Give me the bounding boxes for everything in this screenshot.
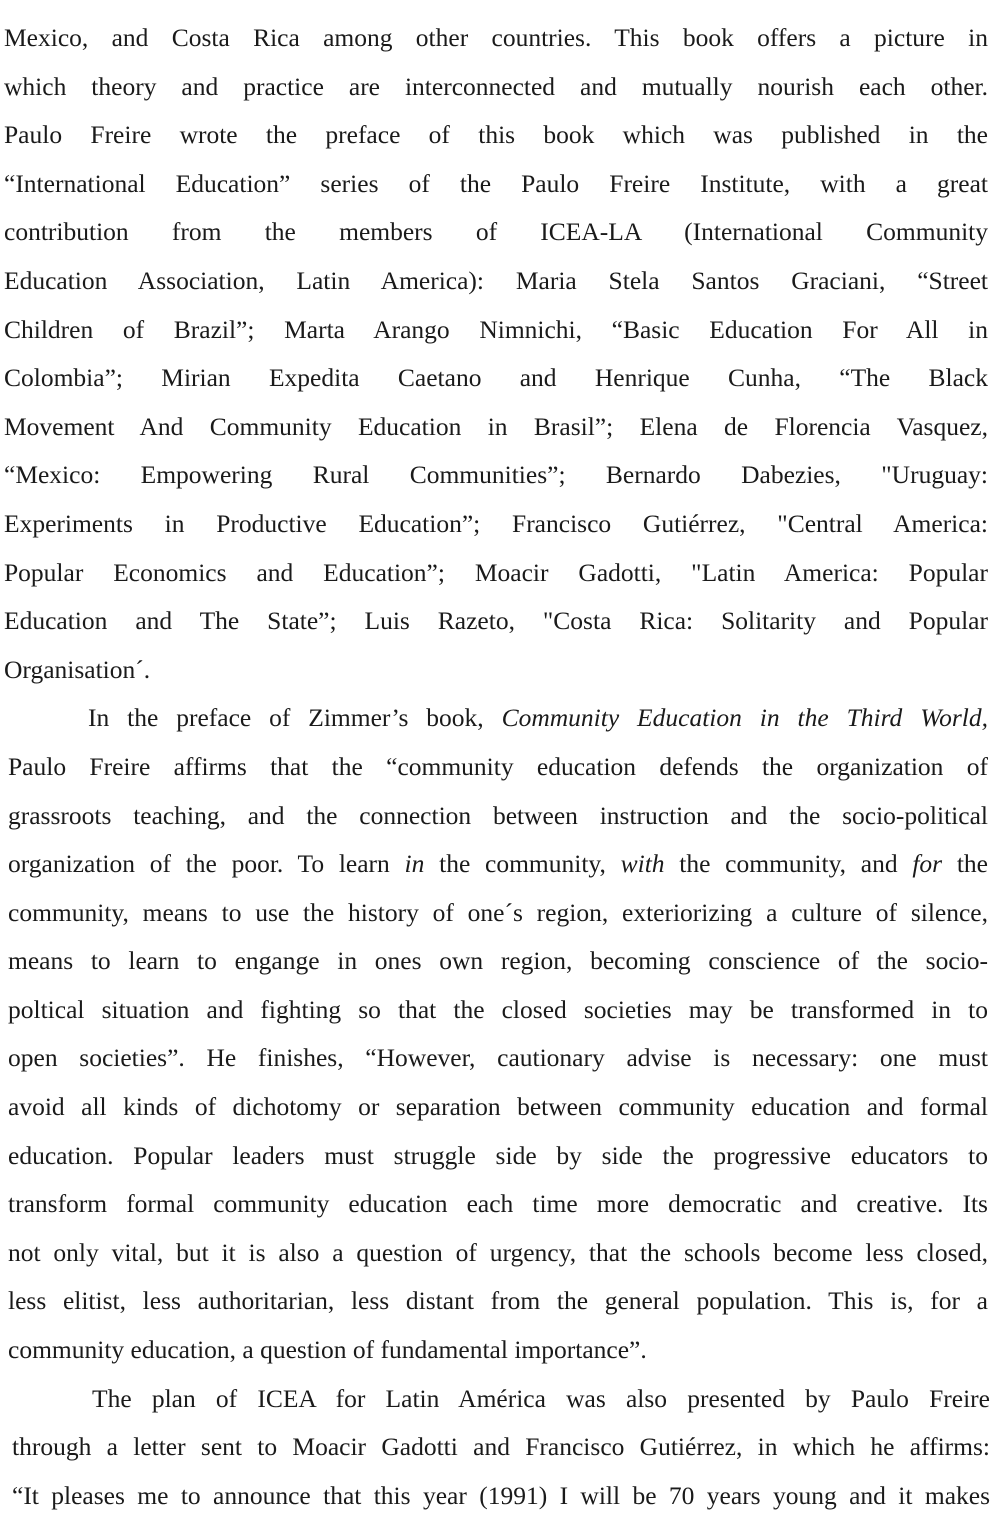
text-line: The plan of ICEA for Latin América was also presented by Paulo Freire [92,1383,990,1413]
text-line: contribution from the members of ICEA-LA (International Community [4,217,988,247]
text-line: through a letter sent to Moacir Gadotti and Francisco Gutiérrez, in which he affirms: [12,1432,990,1462]
text-line: transform formal community education each time more democratic and creative. Its [8,1189,988,1219]
text-line [8,694,988,743]
paragraph-1 [4,14,988,694]
text-line: which theory and practice are interconnected and mutually nourish each other. [4,71,988,101]
text-line: Experiments in Productive Education”; Francisco Gutiérrez, "Central America: [4,508,988,538]
text-run: the community, [424,849,621,879]
text-line: Children of Brazil”; Marta Arango Nimnichi, “Basic Education For All in [4,314,988,344]
text-line: Popular Economics and Education”; Moacir Gadotti, "Latin America: Popular [4,557,988,587]
emphasis-for: for [912,849,943,879]
text-run: In the preface of Zimmer’s book, [88,703,502,733]
emphasis-with: with [620,849,665,879]
paragraph-3 [12,1375,990,1521]
text-line: means to learn to engange in ones own region, becoming conscience of the socio- [8,946,988,976]
text-line: open societies”. He finishes, “However, cautionary advise is necessary: one must [8,1043,988,1073]
text-line: avoid all kinds of dichotomy or separation between community education and formal [8,1092,988,1122]
text-line: community, means to use the history of one´s region, exteriorizing a culture of silence, [8,897,988,927]
text-line: Colombia”; Mirian Expedita Caetano and Henrique Cunha, “The Black [4,363,988,393]
text-line: Paulo Freire affirms that the “community education defends the organization of [8,751,988,781]
text-run: the [942,849,988,879]
text-run: organization of the poor. To learn [8,849,405,879]
text-line [8,840,988,889]
text-line: community education, a question of fundamental importance”. [8,1335,647,1365]
text-run: the community, and [664,849,913,879]
text-line: “International Education” series of the Paulo Freire Institute, with a great [4,168,988,198]
text-line: Movement And Community Education in Brasil”; Elena de Florencia Vasquez, [4,411,988,441]
text-line: Organisation´. [4,654,151,684]
text-line: Paulo Freire wrote the preface of this book which was published in the [4,120,988,150]
text-line: Mexico, and Costa Rica among other countries. This book offers a picture in [4,23,988,52]
paragraph-2 [8,694,988,1374]
text-line: not only vital, but it is also a question of urgency, that the schools become less closed, [8,1237,988,1267]
document-page [4,14,988,1520]
text-line: education. Popular leaders must struggle side by side the progressive educators to [8,1140,988,1170]
text-line: “It pleases me to announce that this year (1991) I will be 70 years young and it makes [12,1480,990,1510]
text-line: less elitist, less authoritarian, less distant from the general population. This is, for a [8,1286,988,1316]
emphasis-in: in [404,849,425,879]
text-line: Education Association, Latin America): Maria Stela Santos Graciani, “Street [4,265,988,295]
text-line: “Mexico: Empowering Rural Communities”; Bernardo Dabezies, "Uruguay: [4,460,988,490]
text-line: Education and The State”; Luis Razeto, "Costa Rica: Solitarity and Popular [4,606,988,636]
text-line: grassroots teaching, and the connection between instruction and the socio-political [8,800,988,830]
text-line: poltical situation and fighting so that the closed societies may be transformed in to [8,994,988,1024]
book-title: Community Education in the Third World, [501,703,988,733]
